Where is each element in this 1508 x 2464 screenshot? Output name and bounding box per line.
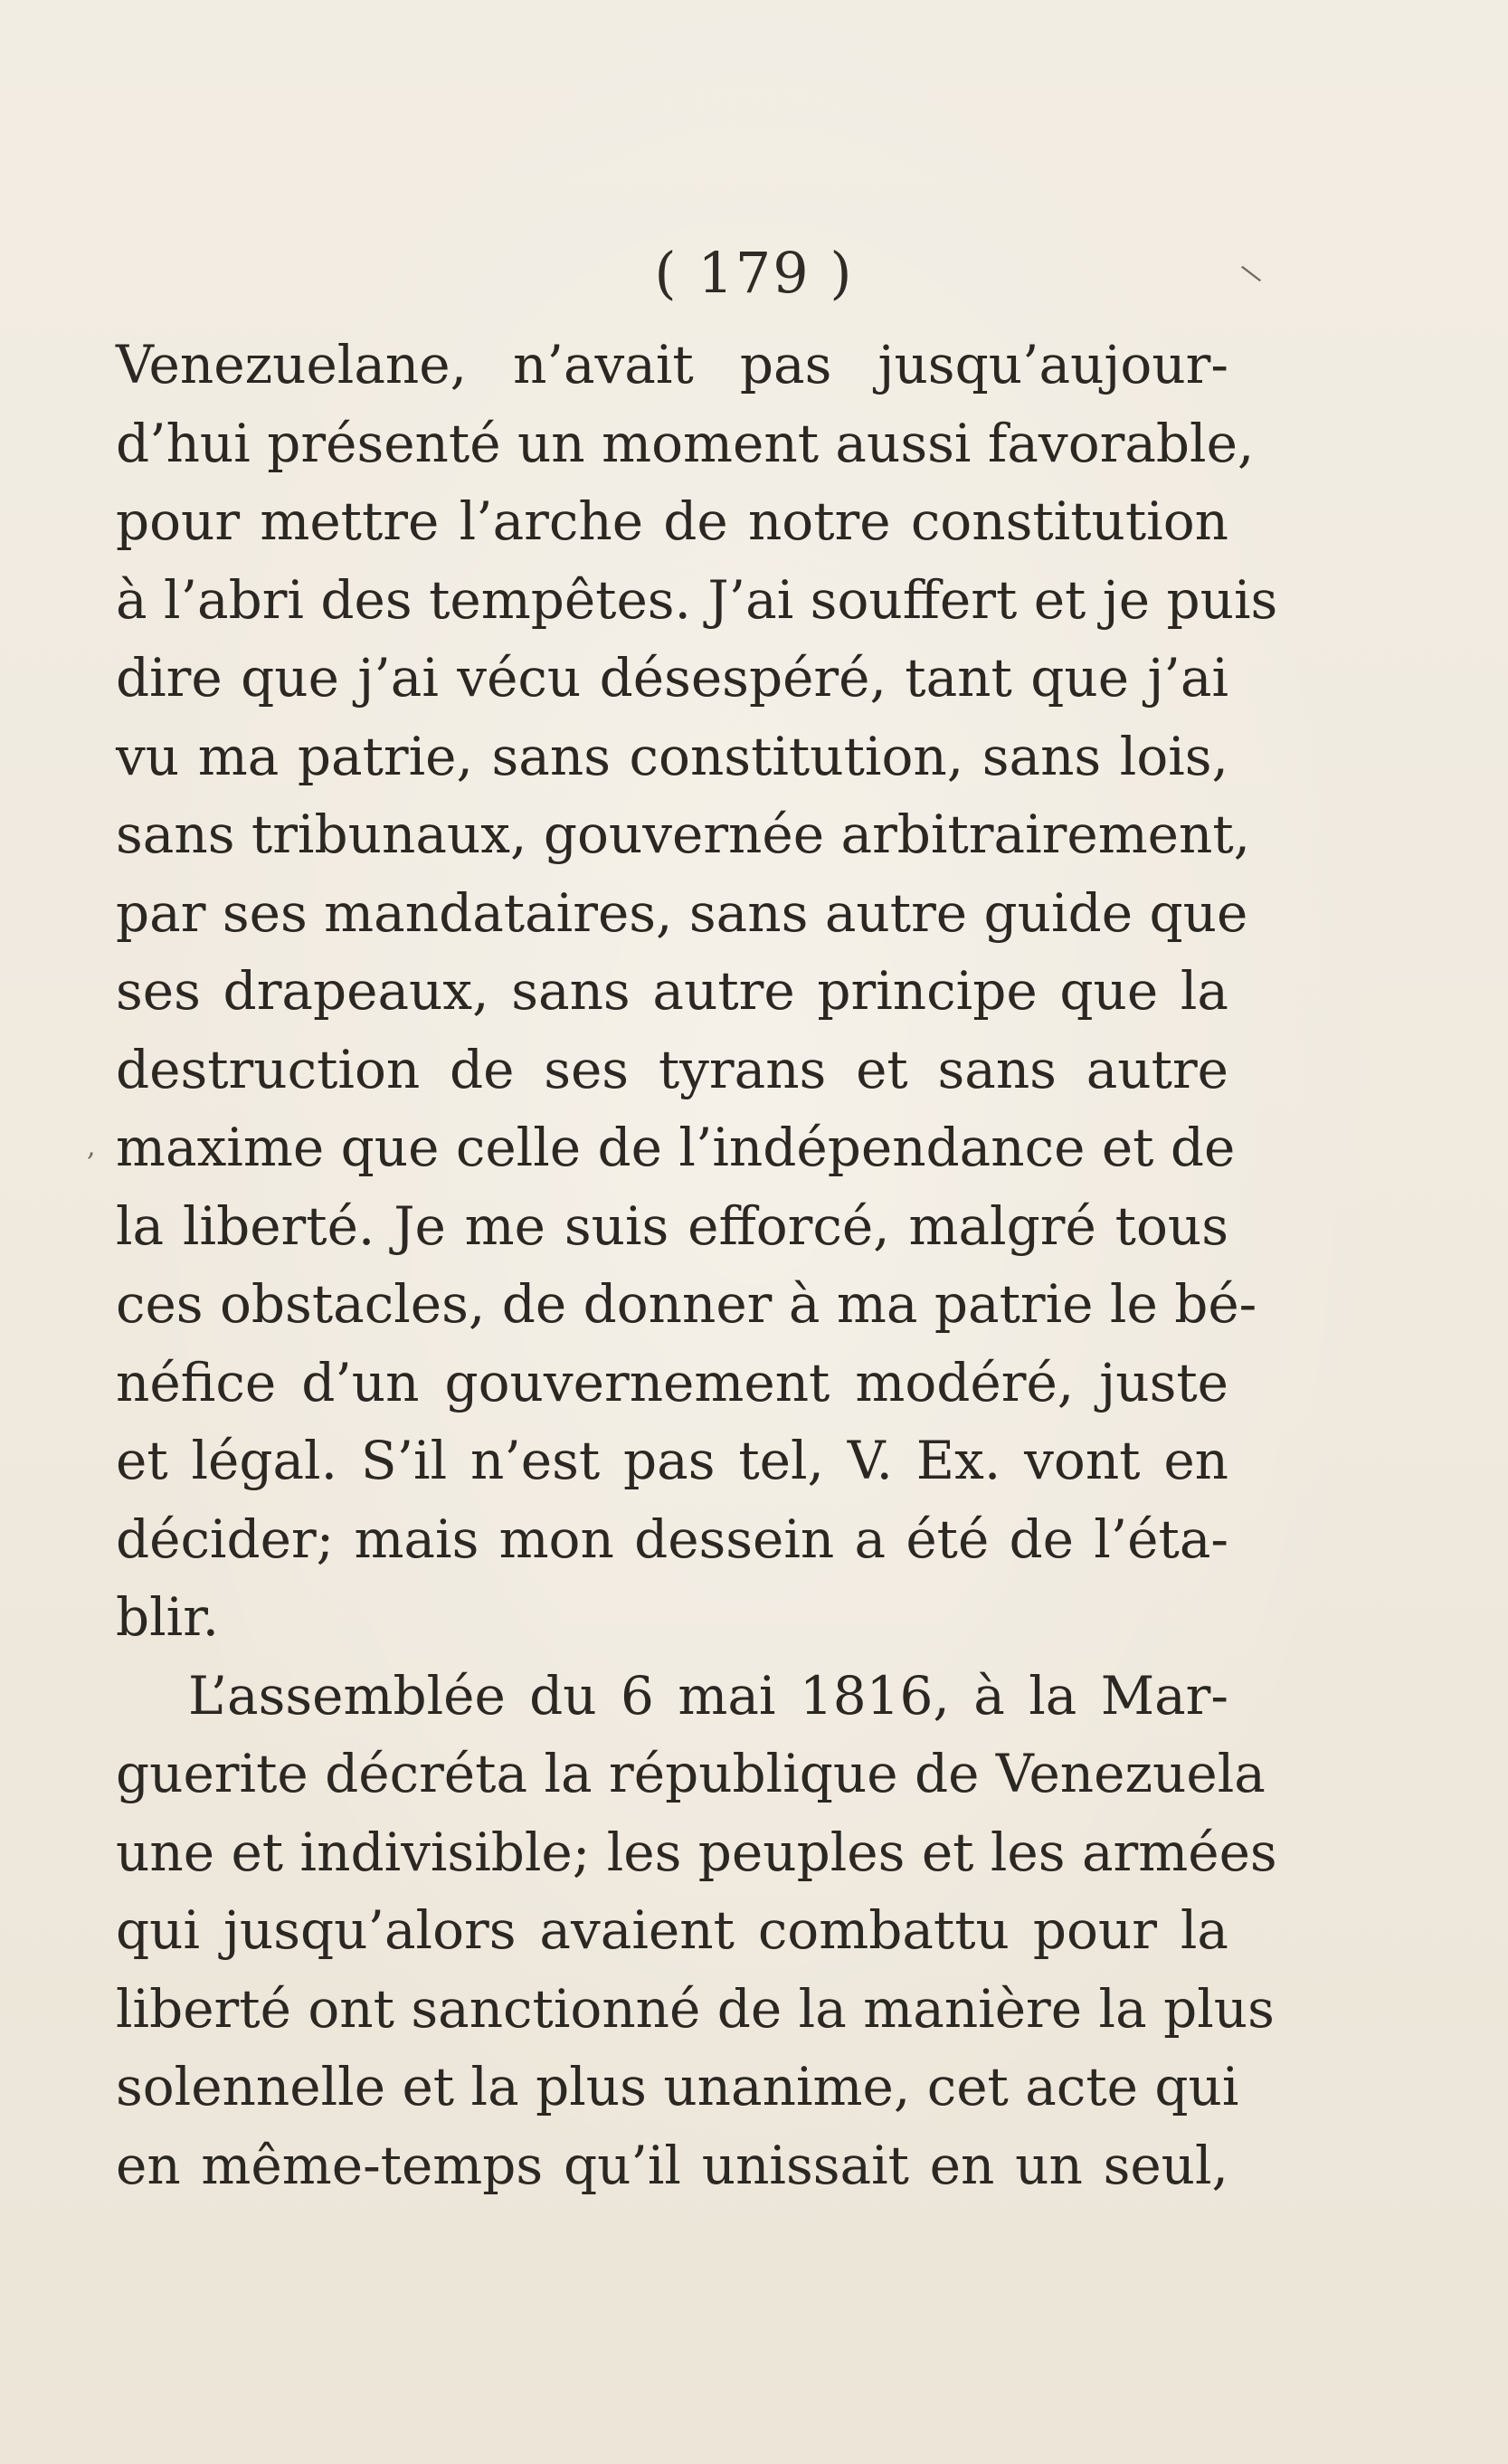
text-line: vu ma patrie, sans constitution, sans lois, [116, 725, 1228, 787]
paragraph-1 [116, 326, 1278, 1657]
text-line: L’assemblée du 6 mai 1816, à la Mar- [188, 1664, 1228, 1727]
paragraph-2 [116, 1657, 1277, 2205]
text-line: sans tribunaux, gouvernée arbitrairement, [116, 804, 1251, 865]
text-line: en même-temps qu’il unissait en un seul, [116, 2134, 1228, 2196]
text-line: qui jusqu’alors avaient combattu pour la [116, 1899, 1228, 1961]
text-line: d’hui présenté un moment aussi favorable, [116, 412, 1255, 474]
paper-speck-mark: \ [1238, 258, 1265, 290]
text-line: liberté ont sanctionné de la manière la plus [116, 1977, 1275, 2040]
text-line: ses drapeaux, sans autre principe que la [116, 960, 1228, 1022]
text-line: maxime que celle de l’indépendance et de [116, 1117, 1236, 1178]
text-line: néfice d’un gouvernement modéré, juste [116, 1351, 1228, 1413]
text-line: destruction de ses tyrans et sans autre [116, 1038, 1228, 1100]
text-line: et légal. S’il n’est pas tel, V. Ex. vont en [116, 1430, 1228, 1491]
text-line: guerite décréta la république de Venezuela [116, 1743, 1266, 1804]
text-line: une et indivisible; les peuples et les armées [116, 1821, 1277, 1883]
body-text [116, 326, 1278, 2204]
text-line: pour mettre l’arche de notre constitution [116, 490, 1228, 552]
text-line: la liberté. Je me suis efforcé, malgré tous [116, 1194, 1228, 1257]
page-number-header: ( 179 ) [654, 240, 854, 306]
paper-speck-mark: , [87, 1131, 96, 1163]
text-line: Venezuelane, n’avait pas jusqu’aujour- [116, 334, 1228, 395]
text-line: dire que j’ai vécu désespéré, tant que j’ai [116, 647, 1228, 709]
text-line: blir. [116, 1586, 220, 1648]
text-line: décider; mais mon dessein a été de l’éta- [116, 1508, 1228, 1570]
text-line: par ses mandataires, sans autre guide que [116, 881, 1248, 944]
text-line: ces obstacles, de donner à ma patrie le bé- [116, 1273, 1257, 1335]
text-line: solennelle et la plus unanime, cet acte qui [116, 2056, 1239, 2117]
text-line: à l’abri des tempêtes. J’ai souffert et je puis [116, 568, 1278, 631]
